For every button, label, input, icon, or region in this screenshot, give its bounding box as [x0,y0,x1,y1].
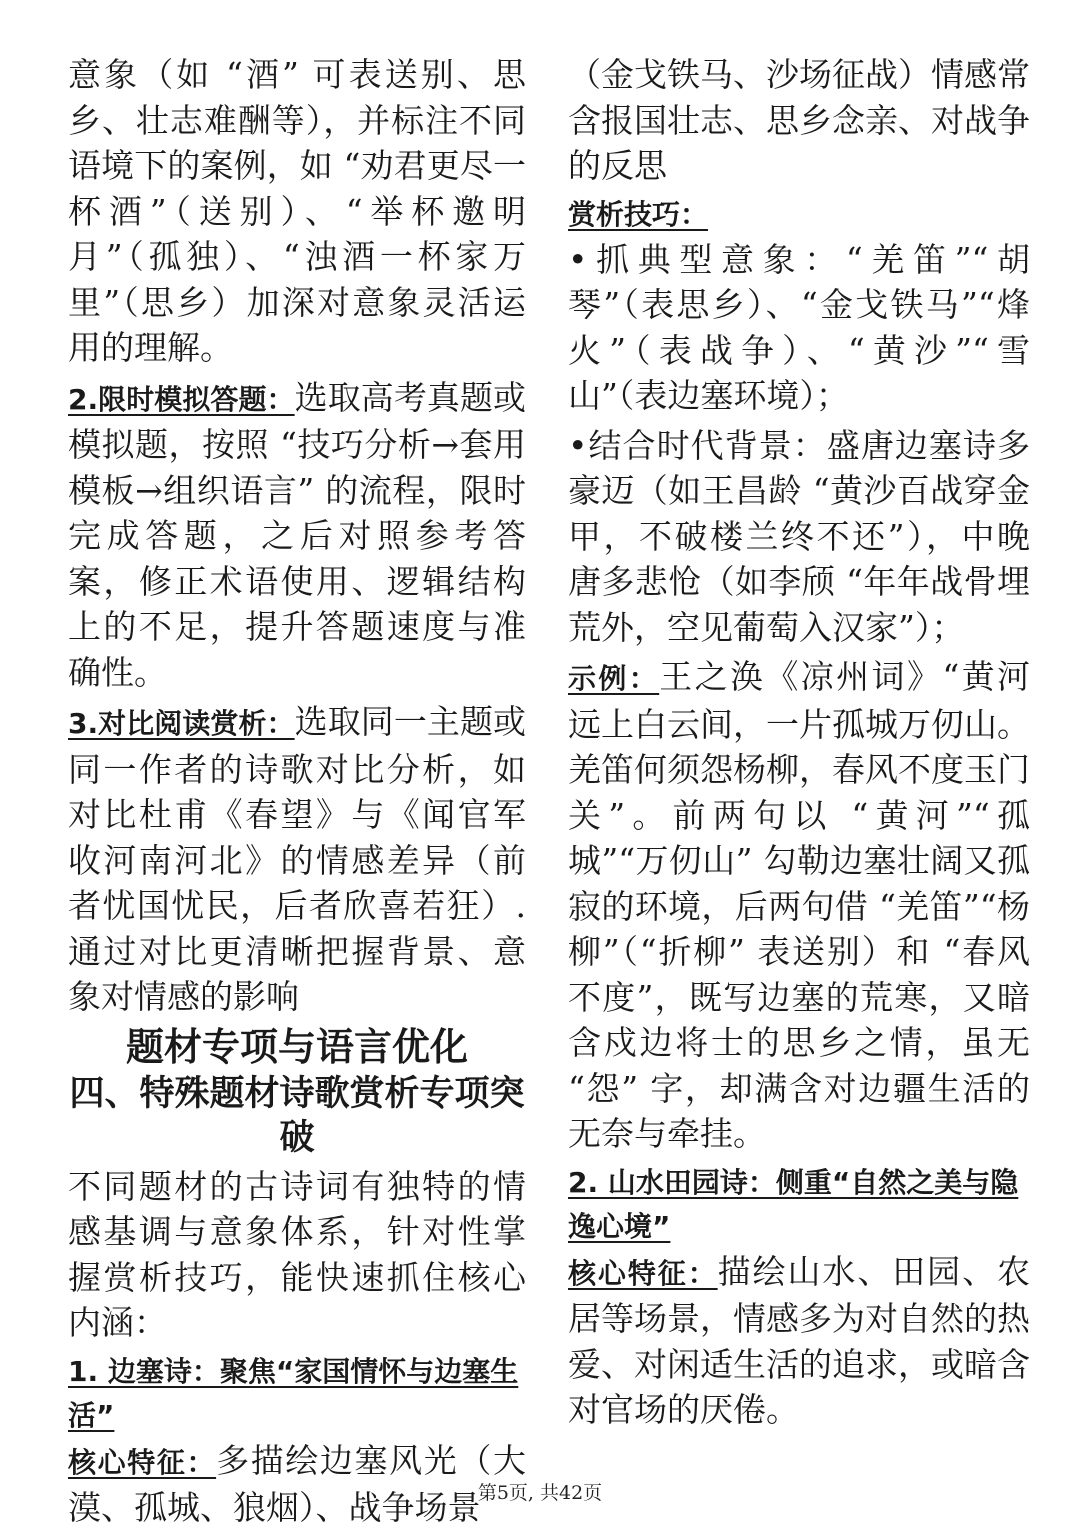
heading-comparative-reading: 3.对比阅读赏析： [68,707,295,740]
heading-frontier-poetry: 1. 边塞诗：聚焦“家国情怀与边塞生活” [68,1354,519,1432]
heading-example: 示例： [568,662,660,695]
heading-timed-practice: 2.限时模拟答题： [68,382,295,416]
example-body: 王之涣《凉州词》“黄河远上白云间，一片孤城万仞山。羌笛何须怨杨柳，春风不度玉门关”。前两句以 “黄河”“孤城”“万仞山” 勾勒边塞壮阔又孤寂的环境，后两句借 “羌笛”“杨柳”（“折柳” 表送别）和 “春风不度”，既写边塞的荒寒，又暗含戍边将士的思乡之情，虽无 “怨” 字，却满含对边疆生活的无奈与牵挂。 [568,657,1030,1153]
paragraph-comparative-reading [68,699,526,1020]
frontier-core-body: 多描绘边塞风光（大漠、孤城、狼烟）、战争场景 [68,1440,526,1527]
paragraph-example [568,654,1030,1157]
paragraph-timed-practice [68,375,526,696]
heading-landscape-poetry: 2. 山水田园诗：侧重“自然之美与隐逸心境” [568,1165,1019,1243]
section-title: 题材专项与语言优化 [125,1024,468,1069]
section-subtitle: 四、特殊题材诗歌赏析专项突破 [69,1073,525,1158]
page-number-footer: 第5页, 共42页 [477,1482,603,1504]
left-column [68,52,526,1535]
bullet-typical-imagery: •抓典型意象：“羌笛”“胡琴”（表思乡）、“金戈铁马”“烽火”（表战争）、“黄沙”“雪山”（表边塞环境）； [568,239,1030,415]
heading-core-features-2: 核心特征： [568,1256,718,1290]
comparative-reading-body: 选取同一主题或同一作者的诗歌对比分析，如对比杜甫《春望》与《闻官军收河南河北》的情感差异（前者忧国忧民，后者欣喜若狂）. 通过对比更清晰把握背景、意象对情感的影响 [68,702,526,1016]
heading-core-features: 核心特征： [68,1445,217,1479]
paragraph-frontier-continued: （金戈铁马、沙场征战）情感常含报国壮志、思乡念亲、对战争的反思 [568,55,1030,185]
heading-appreciation-skills: 赏析技巧： [568,197,709,231]
right-column [568,52,1030,1437]
timed-practice-body: 选取高考真题或模拟题，按照 “技巧分析→套用模板→组织语言” 的流程，限时完成答题，之后对照参考答案，修正术语使用、逻辑结构上的不足，提升答题速度与准确性。 [68,377,526,692]
intro-paragraph: 不同题材的古诗词有独特的情感基调与意象体系，针对性掌握赏析技巧，能快速抓住核心内涵： [68,1166,526,1342]
paragraph-imagery: 意象（如 “酒” 可表送别、思乡、壮志难酬等），并标注不同语境下的案例，如 “劝君更尽一杯酒”（送别）、“举杯邀明月”（孤独）、“浊酒一杯家万里”（思乡）加深对意象灵活运用的理解。 [68,55,526,367]
paragraph-landscape-core [568,1249,1030,1433]
landscape-core-body: 描绘山水、田园、农居等场景，情感多为对自然的热爱、对闲适生活的追求，或暗含对官场的厌倦。 [568,1251,1030,1429]
bullet-historical-background: •结合时代背景：盛唐边塞诗多豪迈（如王昌龄 “黄沙百战穿金甲，不破楼兰终不还”），中晚唐多悲怆（如李颀 “年年战骨埋荒外，空见葡萄入汉家”）； [568,425,1030,647]
